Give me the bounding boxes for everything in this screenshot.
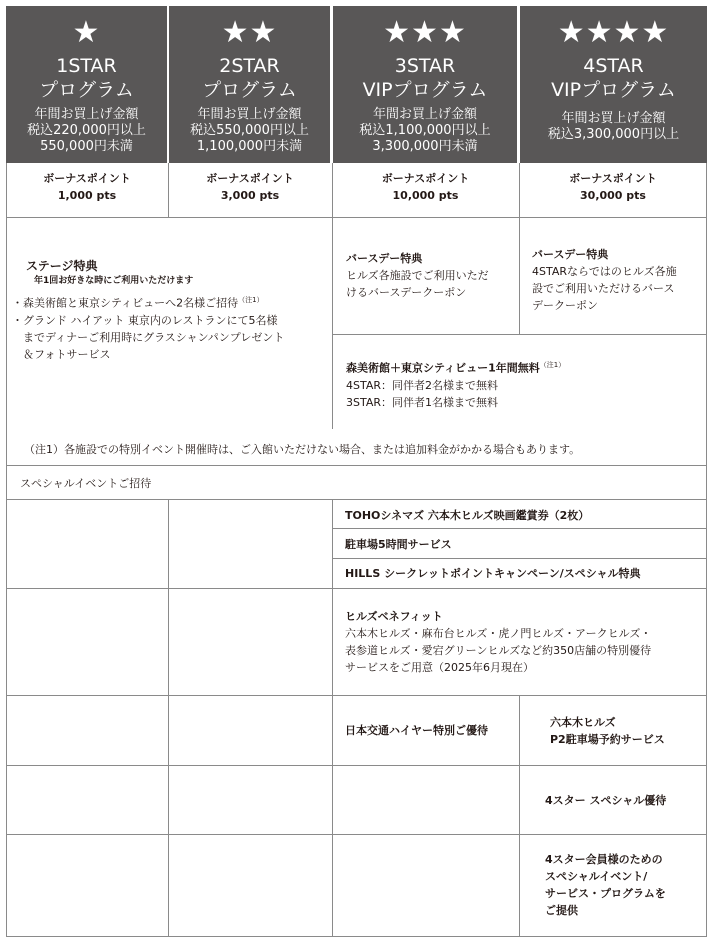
bonus-label: ボーナスポイント — [43, 172, 131, 185]
stage-item-hyatt: ・グランド ハイアット 東京内のレストランにて5名様 までディナーご利用時にグラスシャンパンプレゼント ＆フォトサービス — [12, 313, 285, 361]
condition-amount: 税込3,300,000円以上 — [547, 127, 680, 142]
bonus-points: 1,000 pts — [57, 189, 117, 202]
header-col-2star — [169, 6, 330, 163]
row-divider — [6, 588, 707, 589]
program-name: 3STAR — [394, 55, 456, 77]
col-divider — [332, 217, 333, 429]
program-label: プログラム — [202, 79, 297, 101]
stage-item-museum: ・森美術館と東京シティビューへ2名様ご招待 — [12, 296, 239, 310]
condition-amount: 税込550,000円以上 1,100,000円未満 — [190, 123, 309, 154]
row-divider — [6, 936, 707, 937]
bonus-points: 30,000 pts — [580, 189, 646, 202]
col-divider — [168, 163, 169, 218]
row-divider — [6, 499, 707, 500]
benefit-title: ヒルズベネフィット — [345, 610, 443, 623]
row-divider — [6, 834, 707, 835]
header-divider — [167, 6, 168, 163]
parking-5h: 駐車場5時間サービス — [345, 538, 452, 551]
program-label: VIPプログラム — [551, 79, 676, 101]
bonus-label: ボーナスポイント — [206, 172, 294, 185]
col-divider — [6, 163, 7, 937]
stage-benefit — [12, 258, 327, 363]
program-name: 1STAR — [56, 55, 117, 77]
row-divider — [332, 528, 707, 529]
col-divider — [706, 163, 707, 937]
bonus-points: 10,000 pts — [392, 189, 459, 202]
birthday-title: バースデー特典 — [532, 248, 609, 261]
special-event-invite: スペシャルイベントご招待 — [20, 477, 152, 490]
program-name: 2STAR — [219, 55, 280, 77]
col-divider — [168, 499, 169, 937]
condition-amount: 税込220,000円以上 550,000円未満 — [27, 123, 146, 154]
col-divider — [519, 217, 520, 335]
col-divider — [332, 163, 333, 218]
row-divider — [6, 695, 707, 696]
museum-title: 森美術館＋東京シティビュー1年間無料 — [346, 361, 540, 375]
birthday-title: バースデー特典 — [346, 252, 423, 265]
row-divider — [6, 765, 707, 766]
star-icon: ★ — [72, 15, 101, 50]
note-marker: （注1） — [539, 361, 566, 369]
program-name: 4STAR — [583, 55, 644, 77]
benefit-body: 六本木ヒルズ・麻布台ヒルズ・虎ノ門ヒルズ・アークヒルズ・ 表参道ヒルズ・愛宕グリーンヒルズなど約350店舗の特別優待 サービスをご用意（2025年6月現在） — [345, 627, 652, 674]
bonus-label: ボーナスポイント — [381, 172, 470, 185]
stage-subtitle: 年1回お好きな時にご利用いただけます — [34, 276, 194, 286]
row-divider — [332, 558, 707, 559]
star-icon: ★★★★ — [557, 15, 670, 50]
star-icon: ★★ — [221, 15, 278, 50]
special-4star: 4スター スペシャル優待 — [545, 794, 667, 807]
star-icon: ★★★ — [383, 15, 467, 50]
footnote: （注1）各施設での特別イベント開催時は、ご入館いただけない場合、または追加料金がかかる場合もあります。 — [24, 443, 581, 456]
header-col-4star — [520, 6, 707, 163]
row-divider — [6, 217, 707, 218]
condition-label: 年間お買上げ金額 — [34, 107, 139, 122]
bonus-3star — [332, 170, 519, 216]
header-divider — [518, 6, 519, 163]
hills-benefit — [345, 608, 707, 676]
row-divider — [6, 465, 707, 466]
hire-benefit: 日本交通ハイヤー特別ご優待 — [345, 724, 488, 737]
toho-ticket: TOHOシネマズ 六本木ヒルズ映画鑑賞券（2枚） — [345, 509, 590, 522]
col-divider — [332, 499, 333, 937]
bonus-2star — [168, 170, 332, 216]
birthday-4star — [532, 246, 707, 314]
condition-label: 年間お買上げ金額 — [561, 111, 666, 126]
program-label: プログラム — [39, 79, 134, 101]
col-divider — [519, 695, 520, 937]
note-marker: （注1） — [238, 296, 264, 304]
bonus-label: ボーナスポイント — [569, 172, 657, 185]
col-divider — [519, 163, 520, 218]
bonus-points: 3,000 pts — [220, 189, 280, 202]
condition-label: 年間お買上げ金額 — [372, 107, 477, 122]
museum-4star: 4STAR：同伴者2名様まで無料 — [346, 378, 499, 392]
condition-amount: 税込1,100,000円以上 3,300,000円未満 — [359, 123, 491, 154]
condition-label: 年間お買上げ金額 — [197, 107, 302, 122]
birthday-3star — [346, 250, 516, 301]
event-4star: 4スター会員様のための スペシャルイベント/ サービス・プログラムを ご提供 — [545, 853, 666, 917]
bonus-1star — [6, 170, 168, 216]
hills-secret: HILLS シークレットポイントキャンペーン/スペシャル特典 — [345, 567, 641, 580]
stage-title: ステージ特典 — [26, 259, 98, 273]
birthday-body: 4STARならではのヒルズ各施 設でご利用いただけるバース デークーポン — [532, 265, 677, 312]
header-divider — [331, 6, 332, 163]
bonus-4star — [519, 170, 707, 216]
header-col-3star — [333, 6, 517, 163]
birthday-body: ヒルズ各施設でご利用いただ けるバースデークーポン — [346, 269, 489, 299]
header-col-1star — [6, 6, 167, 163]
museum-benefit — [346, 357, 706, 411]
p2-parking: 六本木ヒルズ P2駐車場予約サービス — [550, 716, 665, 746]
museum-3star: 3STAR：同伴者1名様まで無料 — [346, 395, 499, 409]
program-label: VIPプログラム — [362, 79, 488, 101]
